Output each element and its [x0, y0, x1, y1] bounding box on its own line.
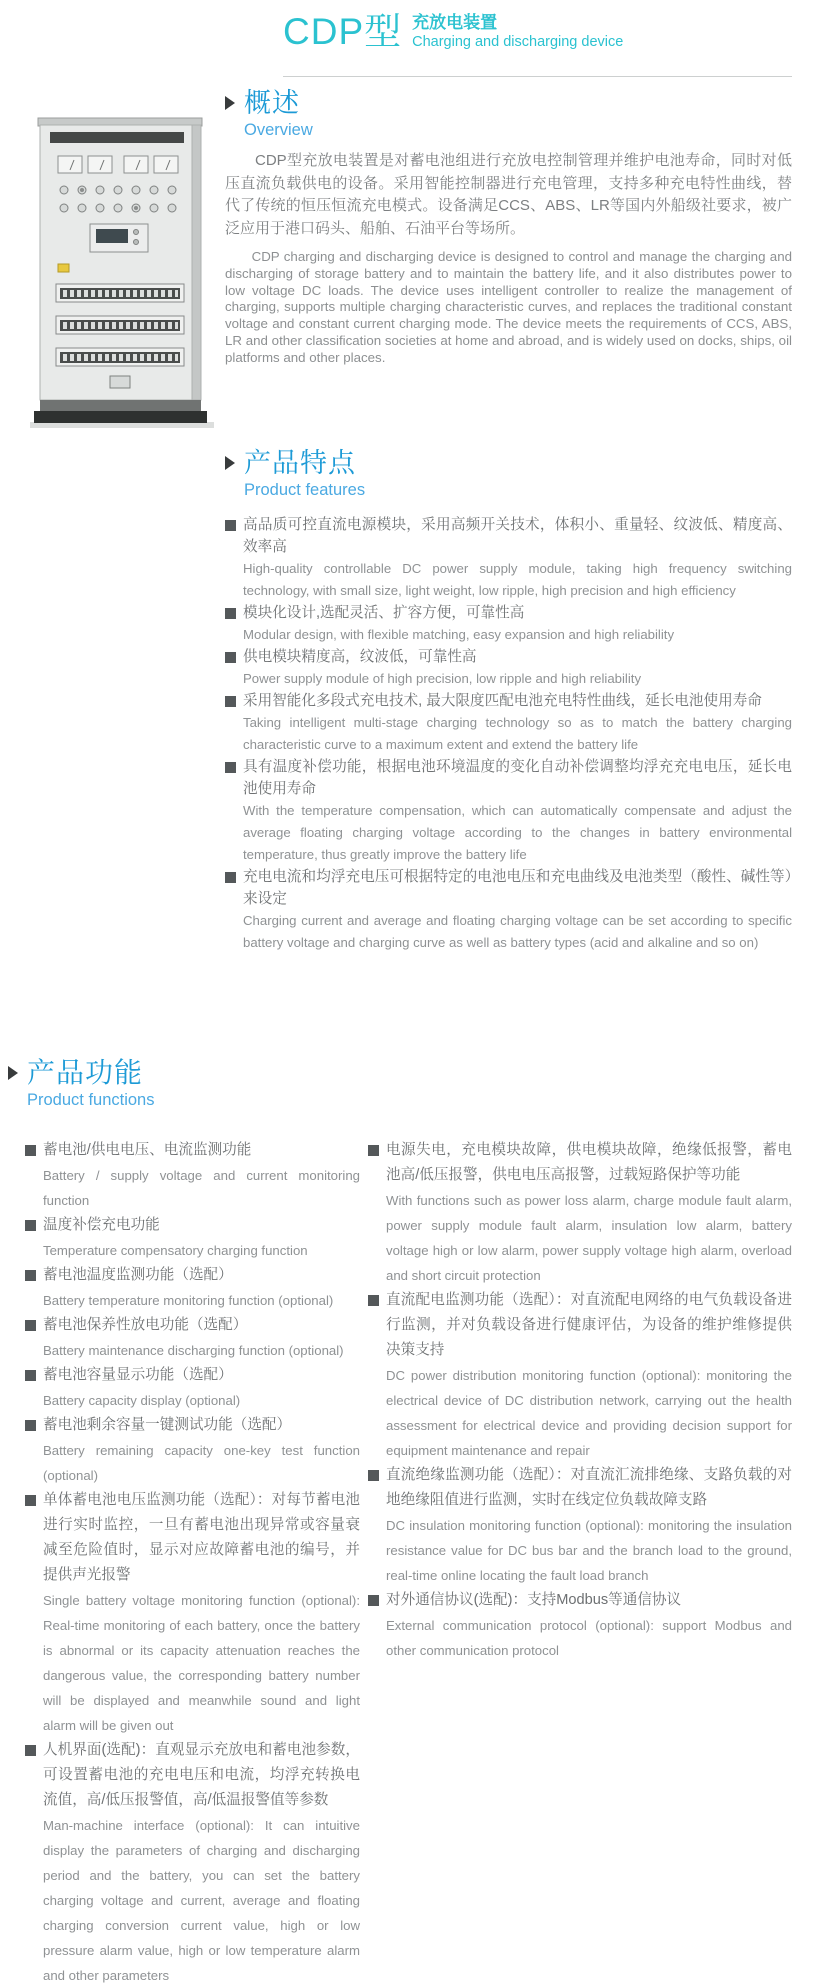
function-text-zh: 蓄电池容量显示功能（选配）	[43, 1367, 233, 1383]
feature-text-zh: 充电电流和均浮充电压可根据特定的电池电压和充电曲线及电池类型（酸性、碱性等）来设定	[243, 869, 792, 907]
cabinet-illustration	[30, 116, 214, 430]
functions-right-column	[368, 1138, 792, 1988]
features-title-en: Product features	[244, 481, 366, 499]
function-text-en: Man-machine interface (optional): It can intuitive display the parameters of charging and discharging period and the battery, you can set the battery charging voltage and current, average and floating charging conversion current value, high or low pressure alarm value, high or low temperature alarm and other parameters	[43, 1818, 360, 1983]
function-text-en: Battery / supply voltage and current monitoring function	[43, 1168, 360, 1208]
feature-text-zh: 具有温度补偿功能，根据电池环境温度的变化自动补偿调整均浮充充电电压，延长电池使用寿命	[243, 759, 792, 797]
bullet-square-icon	[25, 1320, 36, 1331]
bullet-square-icon	[25, 1270, 36, 1281]
functions-title-en: Product functions	[27, 1091, 155, 1109]
feature-text-zh: 供电模块精度高，纹波低，可靠性高	[243, 649, 477, 665]
function-text-en: Battery capacity display (optional)	[43, 1393, 241, 1408]
feature-text-zh: 高品质可控直流电源模块，采用高频开关技术，体积小、重量轻、纹波低、精度高、效率高	[243, 517, 792, 555]
function-item	[25, 1488, 360, 1738]
feature-text-en: Charging current and average and floating charging voltage can be set according to specific battery voltage and charging curve as well as battery types (acid and alkaline and so on)	[243, 913, 792, 950]
function-text-en: Battery maintenance discharging function (optional)	[43, 1343, 344, 1358]
overview-title-en: Overview	[244, 121, 313, 139]
header-subtitle-block	[412, 13, 623, 52]
feature-text-en: High-quality controllable DC power supply module, taking high frequency switching technology, with small size, light weight, low ripple, high precision and high efficiency	[243, 561, 792, 598]
bullet-square-icon	[368, 1470, 379, 1481]
feature-item	[225, 602, 792, 646]
section-product-features	[225, 448, 792, 954]
bullet-square-icon	[368, 1595, 379, 1606]
function-item	[368, 1138, 792, 1288]
bullet-square-icon	[25, 1745, 36, 1756]
function-item	[25, 1363, 360, 1413]
overview-heading	[225, 88, 792, 140]
feature-item	[225, 646, 792, 690]
section-arrow-icon	[8, 1066, 18, 1080]
feature-item	[225, 690, 792, 756]
bullet-square-icon	[225, 762, 236, 773]
functions-left-column	[25, 1138, 360, 1988]
function-item	[368, 1288, 792, 1463]
feature-item	[225, 756, 792, 866]
section-arrow-icon	[225, 456, 235, 470]
header-divider	[283, 76, 792, 77]
bullet-square-icon	[225, 696, 236, 707]
function-item	[368, 1588, 792, 1663]
function-text-zh: 蓄电池/供电电压、电流监测功能	[43, 1142, 252, 1158]
overview-paragraph-en: CDP charging and discharging device is designed to control and manage the charging and discharging of storage battery and to maintain the battery life, and it also distributes power to low voltage DC loads. The device uses intelligent controller to realize the management of charging, supports multiple charging characteristic curves, and replaces the traditional constant voltage and constant current charging mode. The device meets the requirements of CCS, ABS, LR and other classification societies at home and abroad, and is widely used on docks, ships, oil platforms and other places.	[225, 249, 792, 365]
product-title-en: Charging and discharging device	[412, 34, 624, 50]
function-item	[25, 1263, 360, 1313]
feature-item	[225, 866, 792, 954]
function-text-en: Single battery voltage monitoring function (optional): Real-time monitoring of each battery, once the battery is abnormal or its capacity attenuation reaches the dangerous value, the corresponding battery number will be displayed and meanwhile sound and light alarm will be given out	[43, 1593, 360, 1733]
function-text-zh: 直流绝缘监测功能（选配）：对直流汇流排绝缘、支路负载的对地绝缘阻值进行监测，实时在线定位负载故障支路	[386, 1467, 792, 1508]
overview-paragraph-zh: CDP型充放电装置是对蓄电池组进行充放电控制管理并维护电池寿命，同时对低压直流负载供电的设备。采用智能控制器进行充电管理，支持多种充电特性曲线，替代了传统的恒压恒流充电模式。设备满足CCS、ABS、LR等国内外船级社要求，被广泛应用于港口码头、船舶、石油平台等场所。	[225, 152, 792, 237]
function-item	[25, 1738, 360, 1988]
bullet-square-icon	[25, 1370, 36, 1381]
product-image	[30, 116, 214, 430]
feature-text-en: Modular design, with flexible matching, easy expansion and high reliability	[243, 627, 675, 642]
function-text-en: DC power distribution monitoring function (optional): monitoring the electrical device of DC distribution network, carrying out the health assessment for electrical device and providing decision support for equipment maintenance and repair	[386, 1368, 792, 1458]
bullet-square-icon	[368, 1295, 379, 1306]
product-model: CDP型	[283, 11, 403, 52]
function-text-zh: 对外通信协议(选配)：支持Modbus等通信协议	[386, 1592, 682, 1608]
functions-columns	[25, 1138, 792, 1988]
bullet-square-icon	[225, 872, 236, 883]
features-title-zh: 产品特点	[244, 448, 356, 478]
feature-text-en: With the temperature compensation, which can automatically compensate and adjust the average floating charging voltage according to the changes in battery environmental temperature, thus greatly improve the battery life	[243, 803, 792, 862]
function-item	[25, 1138, 360, 1213]
function-item	[25, 1213, 360, 1263]
function-text-en: Battery remaining capacity one-key test function (optional)	[43, 1443, 360, 1483]
feature-text-en: Taking intelligent multi-stage charging technology so as to match the battery charging characteristic curve to a maximum extent and extend the battery life	[243, 715, 792, 752]
feature-text-en: Power supply module of high precision, low ripple and high reliability	[243, 671, 642, 686]
function-text-zh: 单体蓄电池电压监测功能（选配）：对每节蓄电池进行实时监控，一旦有蓄电池出现异常或容量衰减至危险值时，显示对应故障蓄电池的编号，并提供声光报警	[43, 1492, 360, 1583]
page-header	[283, 10, 623, 54]
features-list	[225, 514, 792, 954]
function-item	[25, 1313, 360, 1363]
function-text-en: With functions such as power loss alarm, charge module fault alarm, power supply module fault alarm, insulation low alarm, battery voltage high or low alarm, power supply voltage high alarm, overload and short circuit protection	[386, 1193, 792, 1283]
function-text-en: Temperature compensatory charging function	[43, 1243, 308, 1258]
bullet-square-icon	[25, 1220, 36, 1231]
overview-title-zh: 概述	[244, 88, 300, 118]
feature-item	[225, 514, 792, 602]
bullet-square-icon	[368, 1145, 379, 1156]
bullet-square-icon	[225, 652, 236, 663]
bullet-square-icon	[25, 1420, 36, 1431]
function-text-zh: 蓄电池温度监测功能（选配）	[43, 1267, 233, 1283]
function-text-zh: 温度补偿充电功能	[43, 1217, 160, 1233]
function-text-en: DC insulation monitoring function (optional): monitoring the insulation resistance value for DC bus bar and the branch load to the ground, real-time online locating the fault load branch	[386, 1518, 792, 1583]
function-item	[368, 1463, 792, 1588]
functions-title-zh: 产品功能	[27, 1057, 144, 1088]
bullet-square-icon	[225, 608, 236, 619]
section-product-functions-heading	[8, 1058, 155, 1110]
feature-text-zh: 模块化设计,选配灵活、扩容方便，可靠性高	[243, 605, 525, 621]
function-text-zh: 蓄电池保养性放电功能（选配）	[43, 1317, 248, 1333]
feature-text-zh: 采用智能化多段式充电技术, 最大限度匹配电池充电特性曲线，延长电池使用寿命	[243, 693, 762, 709]
product-title-zh: 充放电装置	[412, 13, 498, 32]
features-heading	[225, 448, 792, 500]
function-text-en: Battery temperature monitoring function (optional)	[43, 1293, 334, 1308]
function-text-en: External communication protocol (optional): support Modbus and other communication protocol	[386, 1618, 792, 1658]
function-text-zh: 人机界面(选配)：直观显示充放电和蓄电池参数，可设置蓄电池的充电电压和电流，均浮充转换电流值，高/低压报警值，高/低温报警值等参数	[43, 1742, 360, 1808]
function-text-zh: 直流配电监测功能（选配）：对直流配电网络的电气负载设备进行监测，并对负载设备进行健康评估，为设备的维护维修提供决策支持	[386, 1292, 792, 1358]
bullet-square-icon	[225, 520, 236, 531]
section-arrow-icon	[225, 96, 235, 110]
function-text-zh: 蓄电池剩余容量一键测试功能（选配）	[43, 1417, 292, 1433]
function-item	[25, 1413, 360, 1488]
section-overview	[225, 88, 792, 367]
bullet-square-icon	[25, 1145, 36, 1156]
bullet-square-icon	[25, 1495, 36, 1506]
function-text-zh: 电源失电，充电模块故障，供电模块故障，绝缘低报警，蓄电池高/低压报警，供电电压高报警，过载短路保护等功能	[386, 1142, 792, 1183]
